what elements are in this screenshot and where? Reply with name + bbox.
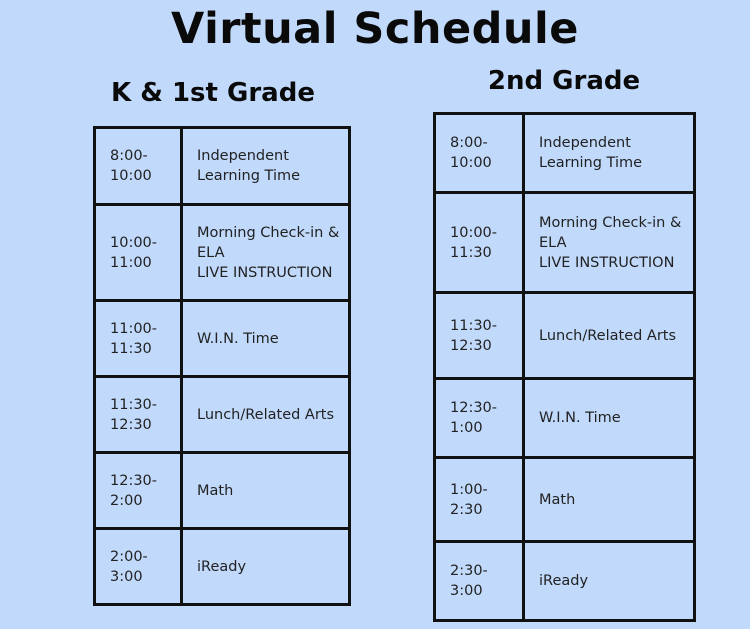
2nd-grade-schedule-table: [433, 112, 696, 622]
table-row: [435, 114, 695, 193]
time-cell: 1:00- 2:30: [435, 458, 524, 542]
k-1st-grade-schedule-table: [93, 126, 351, 606]
activity-cell: iReady: [524, 542, 695, 621]
time-cell: 10:00- 11:00: [95, 205, 182, 301]
table-row: [95, 128, 350, 205]
table-row: [95, 529, 350, 605]
table-row: [95, 205, 350, 301]
activity-cell: Math: [524, 458, 695, 542]
table-row: [435, 293, 695, 379]
activity-cell: Morning Check-in & ELA LIVE INSTRUCTION: [182, 205, 350, 301]
activity-cell: Lunch/Related Arts: [524, 293, 695, 379]
activity-cell: Math: [182, 453, 350, 529]
table-row: [435, 193, 695, 293]
activity-cell: W.I.N. Time: [182, 301, 350, 377]
time-cell: 10:00- 11:30: [435, 193, 524, 293]
k-1st-grade-heading: K & 1st Grade: [111, 78, 315, 108]
activity-cell: iReady: [182, 529, 350, 605]
table-row: [435, 379, 695, 458]
time-cell: 12:30- 1:00: [435, 379, 524, 458]
activity-cell: Lunch/Related Arts: [182, 377, 350, 453]
time-cell: 11:30- 12:30: [435, 293, 524, 379]
time-cell: 11:30- 12:30: [95, 377, 182, 453]
table-row: [435, 458, 695, 542]
table-row: [95, 301, 350, 377]
activity-cell: W.I.N. Time: [524, 379, 695, 458]
activity-cell: Independent Learning Time: [524, 114, 695, 193]
2nd-grade-heading: 2nd Grade: [487, 66, 641, 96]
table-row: [95, 377, 350, 453]
page-title: Virtual Schedule: [171, 4, 579, 54]
time-cell: 8:00- 10:00: [95, 128, 182, 205]
table-row: [435, 542, 695, 621]
time-cell: 11:00- 11:30: [95, 301, 182, 377]
time-cell: 12:30- 2:00: [95, 453, 182, 529]
time-cell: 8:00- 10:00: [435, 114, 524, 193]
activity-cell: Morning Check-in & ELA LIVE INSTRUCTION: [524, 193, 695, 293]
activity-cell: Independent Learning Time: [182, 128, 350, 205]
table-row: [95, 453, 350, 529]
time-cell: 2:00- 3:00: [95, 529, 182, 605]
time-cell: 2:30- 3:00: [435, 542, 524, 621]
